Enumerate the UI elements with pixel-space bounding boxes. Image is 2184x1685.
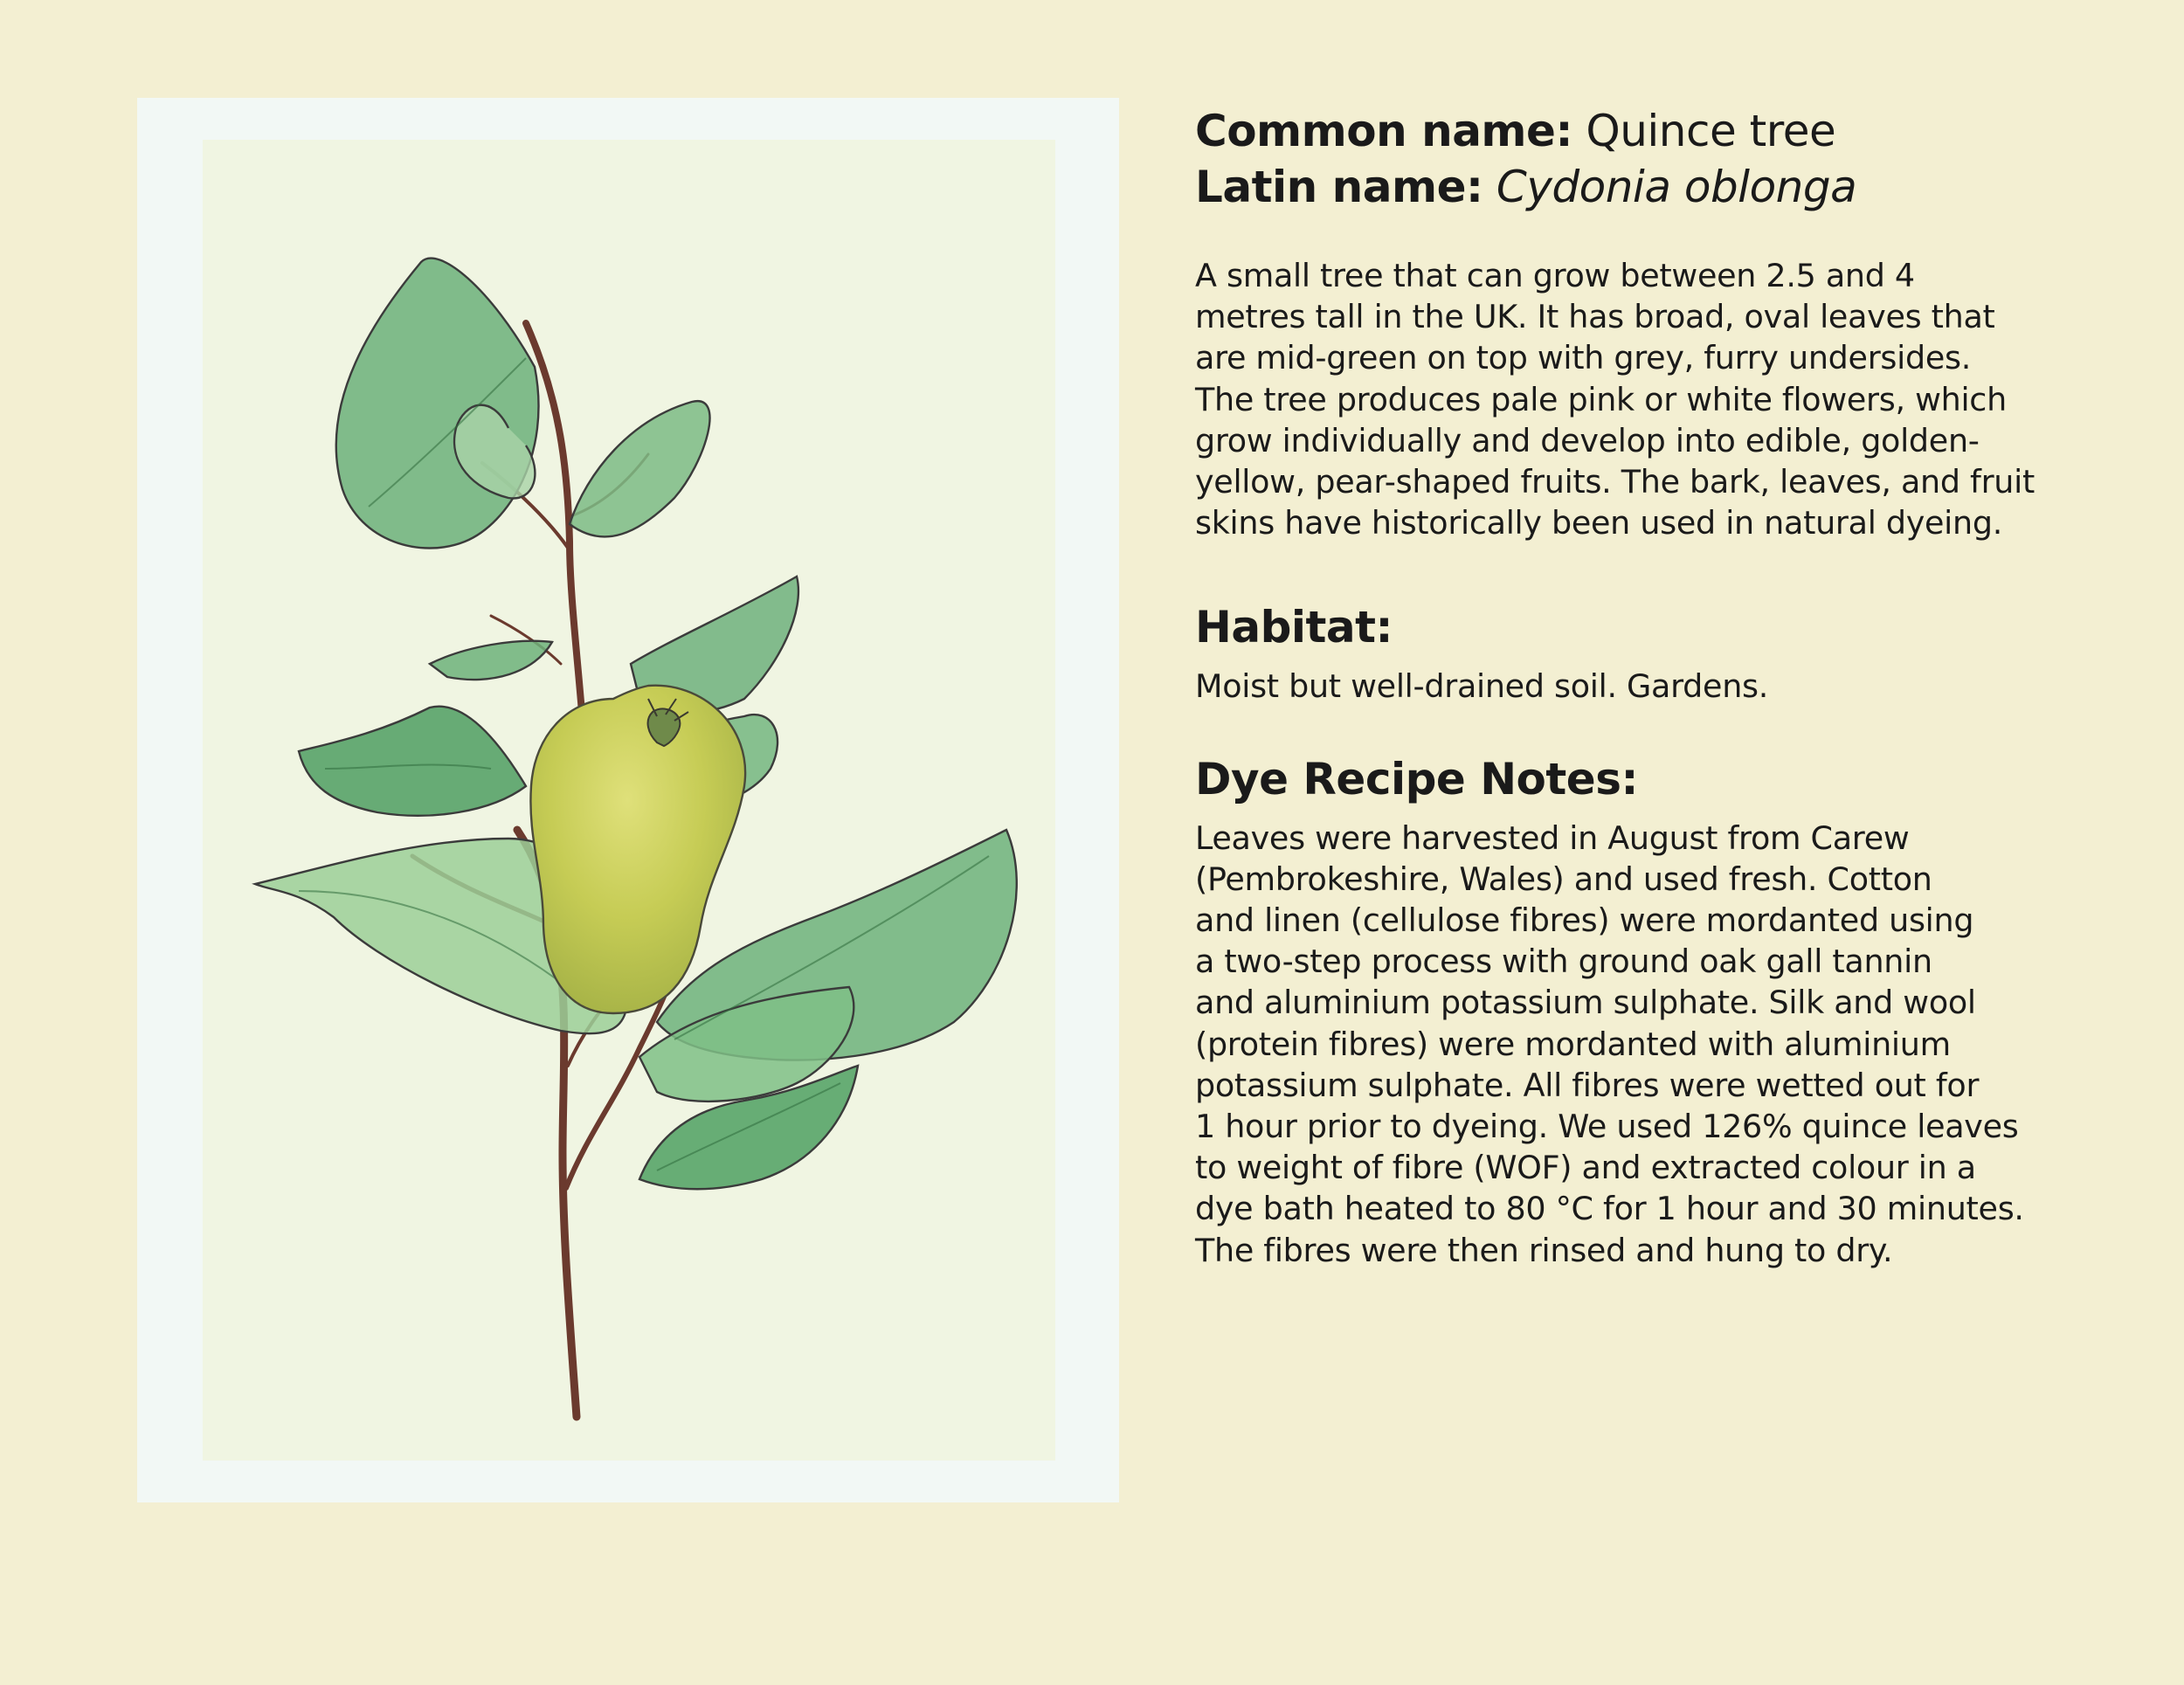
illustration-frame — [137, 98, 1119, 1502]
text-column — [1195, 103, 2077, 1271]
latin-name-line — [1195, 159, 2077, 215]
dye-notes-heading: Dye Recipe Notes: — [1195, 753, 1638, 805]
latin-name-label: Latin name: — [1195, 162, 1483, 212]
illustration-paper — [203, 140, 1055, 1461]
common-name-label: Common name: — [1195, 106, 1572, 156]
habitat-heading: Habitat: — [1195, 602, 1393, 653]
latin-name: Cydonia oblonga — [1496, 162, 1857, 212]
common-name: Quince tree — [1586, 106, 1836, 156]
habitat-text: Moist but well-drained soil. Gardens. — [1195, 667, 1769, 706]
dye-notes-text: Leaves were harvested in August from Carew (Pembrokeshire, Wales) and used fresh. Cotton and linen (cellulose fibres) were mordanted using a two-step process with ground oak gall tannin and aluminium potassium sulphate. Silk and wool (protein fibres) were mordanted with aluminium potassium sulphate. All fibres were wetted out for 1 hour prior to dyeing. We used 126% quince leaves to weight of fibre (WOF) and extracted colour in a dye bath heated to 80 °C for 1 hour and 30 minutes. The fibres were then rinsed and hung to dry. — [1195, 818, 2024, 1269]
common-name-line — [1195, 103, 2077, 159]
plant-description: A small tree that can grow between 2.5 and 4 metres tall in the UK. It has broad, oval leaves that are mid-green on top with grey, furry undersides. The tree produces pale pink or white flowers, which grow individually and develop into edible, golden- yellow, pear-shaped fruits. The bark, leaves, and fruit skins have historically been used in natural dyeing. — [1195, 257, 2035, 542]
quince-fruit — [530, 686, 745, 1013]
quince-branch-illustration — [203, 140, 1055, 1461]
